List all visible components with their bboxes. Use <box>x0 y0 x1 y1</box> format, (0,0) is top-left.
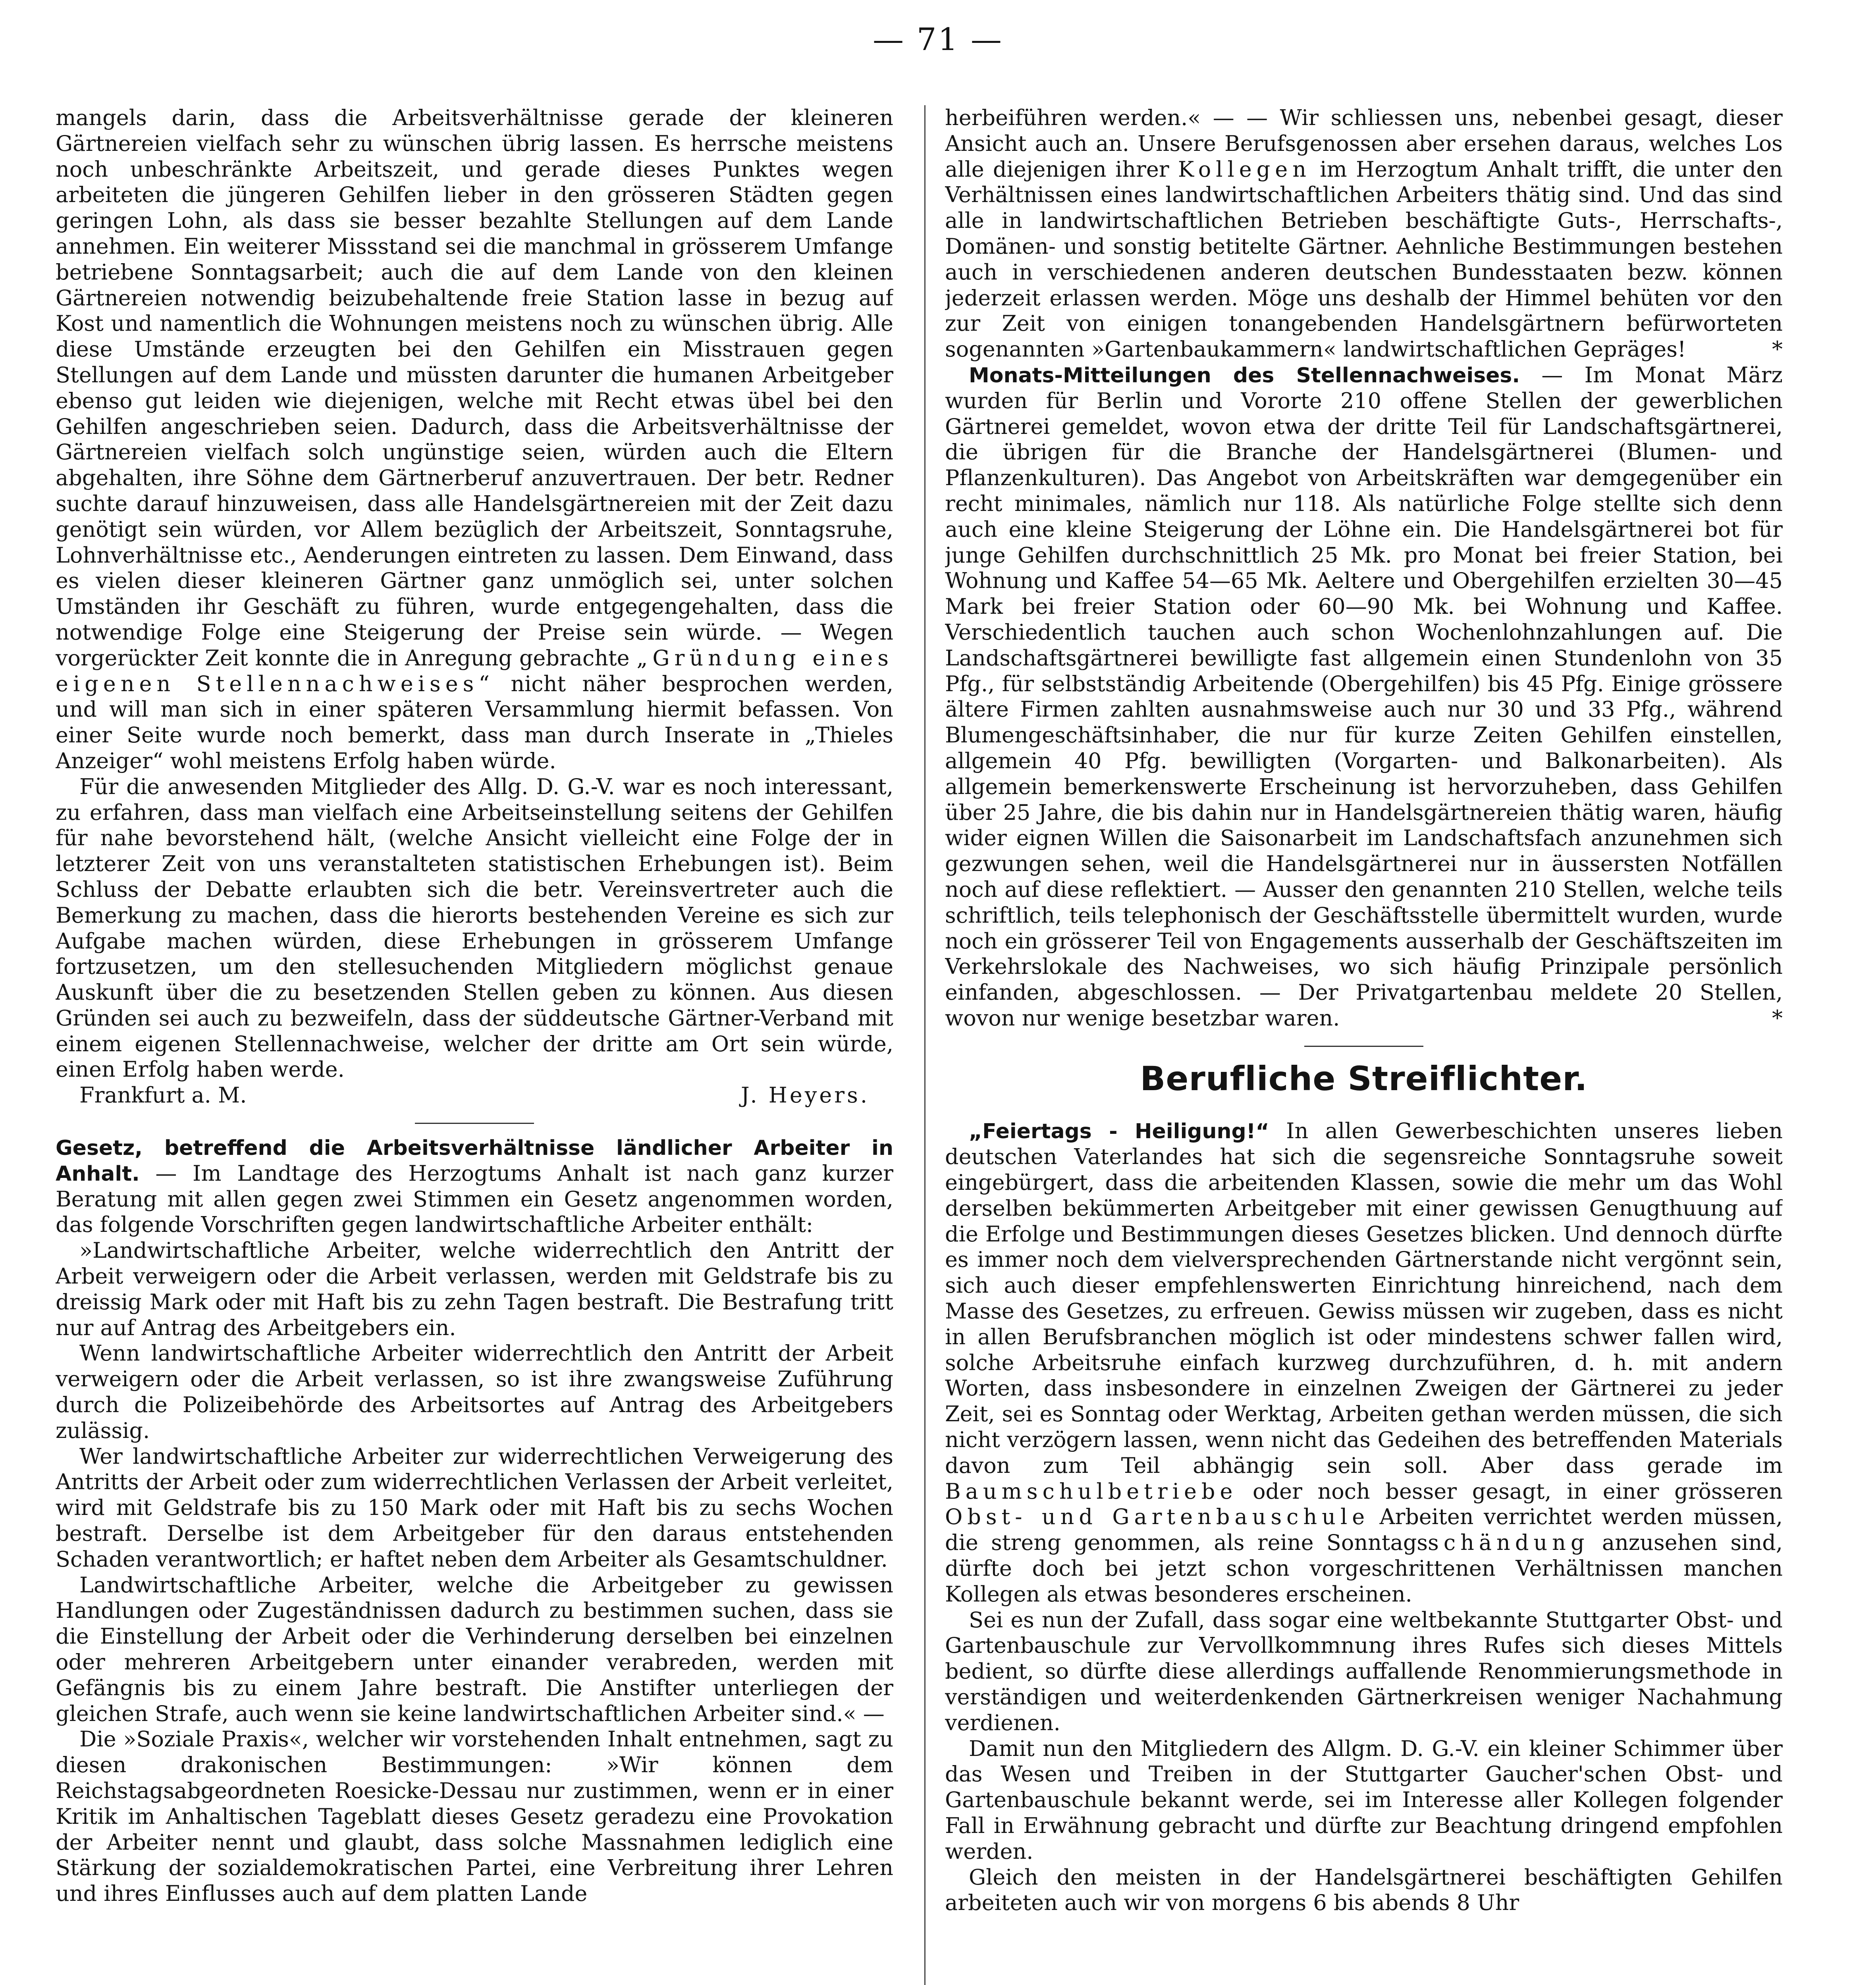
paragraph-text: mangels darin, dass die Arbeitsverhältnisse gerade der kleineren Gärtnereien vielfach sehr zu wünschen übrig lassen. Es herrsche meistens noch unbeschränkte Arbeitszeit, und gerade dieses Punktes wegen arbeiteten die jüngeren Gehilfen lieber in den grösseren Städten gegen geringen Lohn, als dass sie besser bezahlte Stellungen auf dem Lande annehmen. Ein weiterer Missstand sei die manchmal in grösserem Umfange betriebene Sonntagsarbeit; auch die auf dem Lande von den kleinen Gärtnereien notwendig beizubehaltende freie Station lasse in bezug auf Kost und namentlich die Wohnungen meistens noch zu wünschen übrig. Alle diese Umstände erzeugten bei den Gehilfen ein Misstrauen gegen Stellungen auf dem Lande und müssten darunter die humanen Arbeitgeber ebenso gut leiden wie diejenigen, welche mit Recht etwas übel bei den Gehilfen angeschrieben seien. Dadurch, dass die Arbeitsverhältnisse der Gärtnereien vielfach solch ungünstige seien, würden auch die Eltern abgehalten, ihre Söhne dem Gärtnerberuf anzuvertrauen. Der betr. Redner suchte darauf hinzuweisen, dass alle Handelsgärtnereien mit der Zeit dazu genötigt sein würden, vor Allem bezüglich der Arbeitszeit, Sonntagsruhe, Lohnverhältnisse etc., Aenderungen eintreten zu lassen. Dem Einwand, dass es vielen dieser kleineren Gärtner ganz unmöglich sei, unter solchen Umständen ihr Geschäft zu führen, wurde entgegengehalten, dass die notwendige Folge eine Steigerung der Preise sein würde. — Wegen vorgerückter Zeit konnte die in Anregung gebrachte <box>56 105 893 671</box>
paragraph: Die »Soziale Praxis«, welcher wir vorstehenden Inhalt entnehmen, sagt zu diesen drakonischen Bestimmungen: »Wir können dem Reichstagsabgeordneten Roesicke-Dessau nur zustimmen, wenn er in einer Kritik im Anhaltischen Tageblatt dieses Gesetz geradezu eine Provokation der Arbeiter nennt und glaubt, dass solche Massnahmen lediglich eine Stärkung der sozialdemokratischen Partei, eine Verbreitung ihrer Lehren und ihres Einflusses auch auf dem platten Lande <box>56 1727 893 1906</box>
emphasis-text: Obst- und Gartenbauschule <box>945 1504 1370 1530</box>
divider <box>1304 1046 1423 1047</box>
paragraph: Sei es nun der Zufall, dass sogar eine weltbekannte Stuttgarter Obst- und Gartenbauschule zur Vervollkommnung ihres Rufes sich dieses Mittels bedient, so dürfte diese allerdings auffallende Renommierungsmethode in verständigen und weiterdenkenden Gärtnerkreisen weniger Nachahmung verdienen. <box>945 1607 1783 1735</box>
emphasis-text: „Gründung eines eigenen Stellennachweises“ <box>56 645 893 696</box>
article-heading: „Feiertags - Heiligung!“ <box>969 1120 1269 1144</box>
end-mark: * <box>1772 1005 1783 1031</box>
paragraph-text: Arbeiten verrichtet werden müssen, die streng genommen, als reine Sonntags <box>945 1504 1783 1555</box>
paragraph: Damit nun den Mitgliedern des Allgm. D. G.-V. ein kleiner Schimmer über das Wesen und Treiben in der Stuttgarter Gaucher'schen Obst- und Gartenbauschule bekannt werde, sei im Interesse aller Kollegen folgender Fall in Erwähnung gebracht und dürfte zur Beachtung dringend empfohlen werden. <box>945 1736 1783 1864</box>
feiertags-article <box>945 1118 1783 1607</box>
page-number: — 71 — <box>873 22 1003 58</box>
section-title: Berufliche Streiflichter. <box>1140 1059 1588 1098</box>
left-column <box>56 105 893 1985</box>
paragraph: »Landwirtschaftliche Arbeiter, welche widerrechtlich den Antritt der Arbeit verweigern oder die Arbeit verlassen, werden mit Geldstrafe bis zu dreissig Mark oder mit Haft bis zu zehn Tagen bestraft. Die Bestrafung tritt nur auf Antrag des Arbeitgebers ein. <box>56 1238 893 1340</box>
right-column <box>945 105 1783 1985</box>
paragraph: Wenn landwirtschaftliche Arbeiter widerrechtlich den Antritt der Arbeit verweigern oder die Arbeit verlassen, so ist ihre zwangsweise Zuführung durch die Polizeibehörde des Arbeitsortes auf Antrag des Arbeitgebers zulässig. <box>56 1341 893 1443</box>
paragraph-text: nicht näher besprochen werden, und will man sich in einer späteren Versammlung hiermit befassen. Von einer Seite wurde noch bemerkt, dass man durch Inserate in „Thieles Anzeiger“ wohl meistens Erfolg haben würde. <box>56 671 893 773</box>
paragraph-text: anzusehen sind, dürfte doch bei jetzt schon vorgeschrittenen Verhältnissen manchen Kollegen als etwas besonderes erscheinen. <box>945 1530 1783 1607</box>
signature-name: J. Heyers. <box>741 1083 870 1108</box>
article-heading: Monats-Mitteilungen des Stellennachweises. <box>969 363 1520 387</box>
paragraph-text: — Im Landtage des Herzogtums Anhalt ist nach ganz kurzer Beratung mit allen gegen zwei Stimmen ein Gesetz angenommen worden, das folgende Vorschriften gegen landwirtschaftliche Arbeiter enthält: <box>56 1160 893 1237</box>
paragraph-text: herbeiführen werden.« — — Wir schliessen uns, nebenbei gesagt, dieser Ansicht auch an. Unsere Berufsgenossen aber ersehen daraus, welches Los alle diejenigen ihrer <box>945 105 1783 182</box>
monats-article <box>945 362 1783 1031</box>
emphasis-text: Baumschulbetriebe <box>945 1478 1238 1504</box>
emphasis-text: Kollegen <box>1178 156 1311 182</box>
paragraph <box>945 105 1783 362</box>
paragraph-text: — Im Monat März wurden für Berlin und Vororte 210 offene Stellen der gewerblichen Gärtnerei gemeldet, wovon etwa der dritte Teil für Landschaftsgärtnerei, die übrigen für die Branche der Handelsgärtnerei (Blumen- und Pflanzenkulturen). Das Angebot von Arbeitskräften war demgegenüber ein recht minimales, nämlich nur 118. Als natürliche Folge stellte sich denn auch eine kleine Steigerung der Löhne ein. Die Handelsgärtnerei bot für junge Gehilfen durchschnittlich 25 Mk. pro Monat bei freier Station, bei Wohnung und Kaffee 54—65 Mk. Aeltere und Obergehilfen erzielten 30—45 Mark bei freier Station oder 60—90 Mk. bei Wohnung und Kaffee. Verschiedentlich tauchen auch schon Wochenlohnzahlungen auf. Die Landschaftsgärtnerei bewilligte fast allgemein einen Stundenlohn von 35 Pfg., für selbstständig Arbeitende (Obergehilfen) bis 45 Pfg. Einige grössere ältere Firmen zahlten ausnahmsweise auch nur 30 und 33 Pfg., während Blumengeschäftsinhaber, die nur für kurze Zeiten Gehilfen einstellen, allgemein 40 Pfg. bewilligten (Vorgarten- und Balkonarbeiten). Als allgemein bemerkenswerte Erscheinung ist hervorzuheben, dass Gehilfen über 25 Jahre, die bis dahin nur in Handelsgärtnereien thätig waren, häufig wider eignen Willen die Saisonarbeit im Landschaftsfach anzunehmen sich gezwungen sehen, weil die Handelsgärtnerei nur in äussersten Notfällen noch auf diese reflektiert. — Ausser den genannten 210 Stellen, welche teils schriftlich, teils telephonisch der Geschäftsstelle übermittelt wurden, wurde noch ein grösserer Teil von Engagements ausserhalb der Geschäftszeiten im Verkehrslokale des Nachweises, wo sich häufig Prinzipale persönlich einfanden, abgeschlossen. — Der Privatgartenbau meldete 20 Stellen, wovon nur wenige besetzbar waren. <box>945 362 1783 1031</box>
article-heading: Gesetz, betreffend die Arbeitsverhältnisse ländlicher Arbeiter in Anhalt. <box>56 1136 893 1186</box>
paragraph-text: oder noch besser gesagt, in einer grösseren <box>1253 1478 1783 1504</box>
paragraph: Für die anwesenden Mitglieder des Allg. D. G.-V. war es noch interessant, zu erfahren, dass man vielfach eine Arbeitseinstellung seitens der Gehilfen für nahe bevorstehend hält, (welche Ansicht vielleicht eine Folge der in letzterer Zeit von uns veranstalteten statistischen Erhebungen ist). Beim Schluss der Debatte erlaubten sich die betr. Vereinsvertreter auch die Bemerkung zu machen, dass die hierorts bestehenden Vereine es sich zur Aufgabe machen würden, diese Erhebungen in grösserem Umfange fortzusetzen, um den stellesuchenden Mitgliedern möglichst genaue Auskunft über die zu besetzenden Stellen geben zu können. Aus diesen Gründen sei auch zu bezweifeln, dass der süddeutsche Gärtner-Verband mit einem eigenen Stellennachweise, welcher der dritte am Ort sein würde, einen Erfolg haben werde. <box>56 774 893 1082</box>
article-continuation <box>56 105 893 774</box>
paragraph: Landwirtschaftliche Arbeiter, welche die Arbeitgeber zu gewissen Handlungen oder Zugeständnissen dadurch zu bestimmen suchen, dass sie die Einstellung der Arbeit oder die Verhinderung derselben bei einzelnen oder mehreren Arbeitgebern unter einander verabreden, werden mit Gefängnis bis zu einem Jahre bestraft. Die Anstifter unterliegen der gleichen Strafe, auch wenn sie keine landwirtschaftlichen Arbeiter sind.« — <box>56 1572 893 1726</box>
paragraph: Wer landwirtschaftliche Arbeiter zur widerrechtlichen Verweigerung des Antritts der Arbeit oder zum widerrechtlichen Verlassen der Arbeit verleitet, wird mit Geldstrafe bis zu 150 Mark oder mit Haft bis zu sechs Wochen bestraft. Derselbe ist dem Arbeitgeber für den daraus entstehenden Schaden verantwortlich; er haftet neben dem Arbeiter als Gesamtschuldner. <box>56 1443 893 1572</box>
law-article <box>56 1135 893 1238</box>
signature <box>56 1083 893 1108</box>
emphasis-text: schändung <box>1428 1530 1589 1555</box>
paragraph-text: In allen Gewerbeschichten unseres lieben deutschen Vaterlandes hat sich die segensreiche Sonntagsruhe soweit eingebürgert, dass die arbeitenden Klassen, sowie die mehr um das Wohl derselben bekümmerten Arbeitgeber mit einer gewissen Genugthuung auf die Erfolge und Bestimmungen dieses Gesetzes blicken. Und dennoch dürfte es immer noch dem vielversprechenden Gärtnerstande nicht vergönnt sein, sich auch dieser empfehlenswerten Einrichtung hinreichend, nach dem Masse des Gesetzes, zu erfreuen. Gewiss müssen wir zugeben, dass es nicht in allen Berufsbranchen möglich ist oder mindestens schwer fallen wird, solche Arbeitsruhe einfach kurzweg durchzuführen, d. h. mit andern Worten, dass insbesondere in einzelnen Zweigen der Gärtnerei zu jeder Zeit, sei es Sonntag oder Werktag, Arbeiten gethan werden müssen, die sich nicht verzögern lassen, wenn nicht das Gedeihen des betreffenden Materials davon zum Teil abhängig sein soll. Aber dass gerade im <box>945 1118 1783 1478</box>
end-mark: * <box>1772 337 1783 362</box>
column-divider <box>924 105 925 1985</box>
paragraph: Gleich den meisten in der Handelsgärtnerei beschäftigten Gehilfen arbeiteten auch wir von morgens 6 bis abends 8 Uhr <box>945 1864 1783 1916</box>
signature-place: Frankfurt a. M. <box>79 1083 247 1108</box>
divider <box>415 1123 534 1124</box>
paragraph-text: im Herzogtum Anhalt trifft, die unter den Verhältnissen eines landwirtschaftlichen Arbeiters thätig sind. Und das sind alle in landwirtschaftlichen Betrieben beschäftigte Guts-, Herrschafts-, Domänen- und sonstig betitelte Gärtner. Aehnliche Bestimmungen bestehen auch in verschiedenen anderen deutschen Bundesstaaten bezw. können jederzeit erlassen werden. Möge uns deshalb der Himmel behüten vor den zur Zeit von einigen tonangebenden Handelsgärtnern befürworteten sogenannten »Gartenbaukammern« landwirtschaftlichen Gepräges! <box>945 156 1783 362</box>
